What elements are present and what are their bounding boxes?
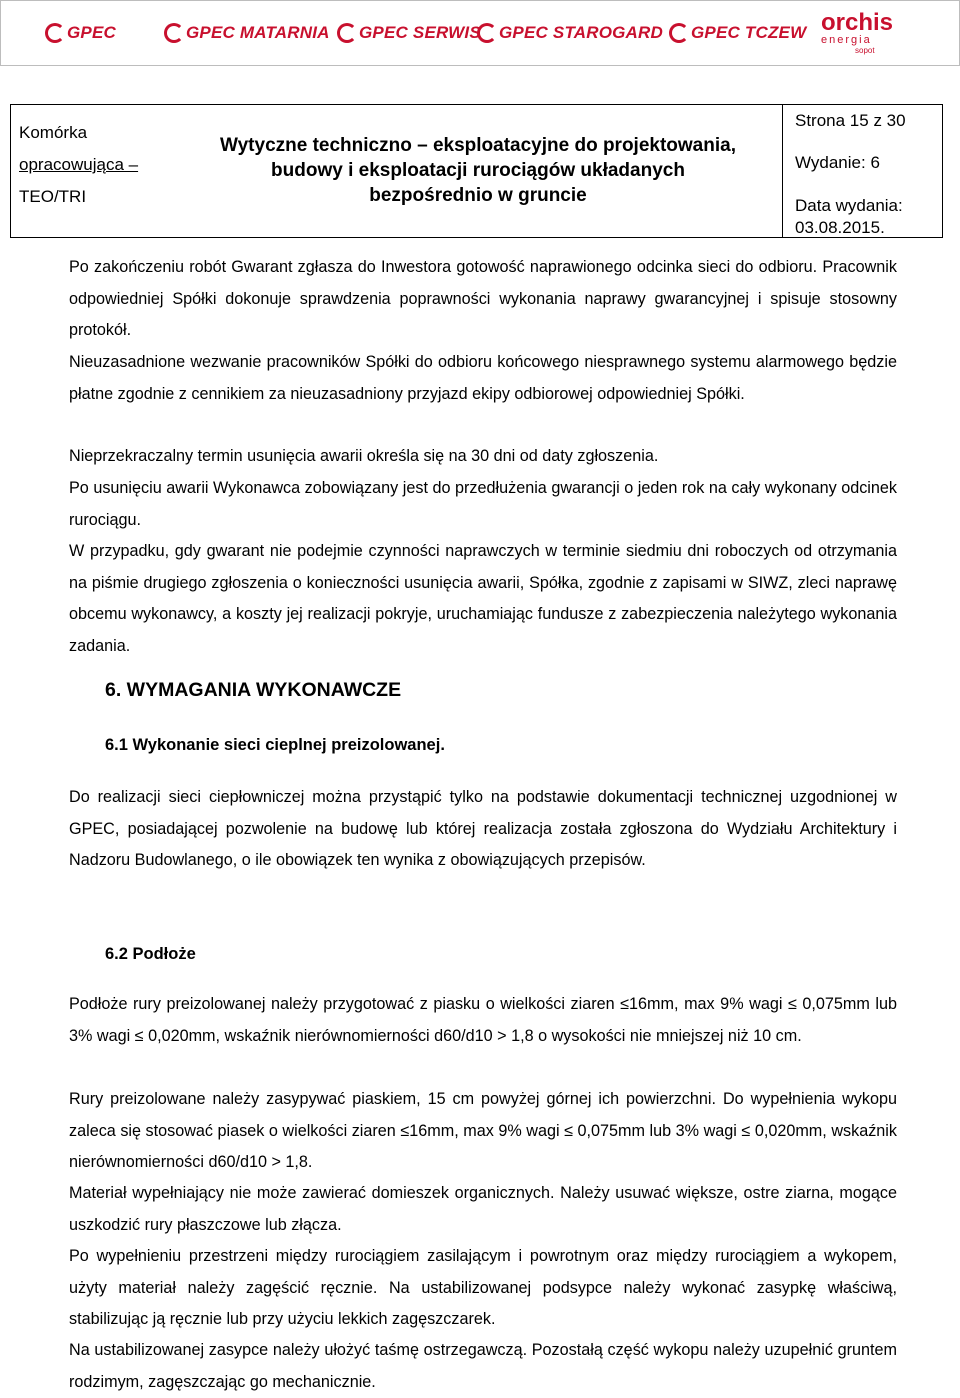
title-line-2: budowy i eksploatacji rurociągów układanych	[271, 160, 685, 181]
paragraph: Nieprzekraczalny termin usunięcia awarii określa się na 30 dni od daty zgłoszenia.	[69, 447, 659, 465]
orchis-name: orchis	[821, 8, 894, 36]
section-heading: 6. WYMAGANIA WYKONAWCZE	[105, 679, 402, 701]
gpec-swirl-icon	[477, 23, 497, 43]
title-line-3: bezpośrednio w gruncie	[369, 185, 587, 206]
subsection-heading: 6.1 Wykonanie sieci cieplnej preizolowanej.	[105, 736, 445, 754]
paragraph: Rury preizolowane należy zasypywać piaskiem, 15 cm powyżej górnej ich powierzchni. Do wypełnienia wykopu zaleca się stosować piasek o wielkości ziaren ≤16mm, max 9% wagi ≤ 0,075mm lub 3% wagi ≤ 0,020mm, wskaźnik nierównomierności d60/d10 > 1,8.	[69, 1090, 897, 1171]
gpec-swirl-icon	[669, 23, 689, 43]
gpec-swirl-icon	[337, 23, 357, 43]
page-number: Strona 15 z 30	[795, 111, 906, 130]
issue-date-label: Data wydania:	[795, 196, 903, 215]
document-header	[10, 104, 943, 238]
paragraph: W przypadku, gdy gwarant nie podejmie czynności naprawczych w terminie siedmiu dni roboczych od otrzymania na piśmie drugiego zgłoszenia o konieczności usunięcia awarii, Spółka, zgodnie z zapisami w SIWZ, zleci naprawę obcemu wykonawcy, a koszty jej realizacji pokryje, uruchamiając fundusze z zabezpieczenia należytego wykonania zadania.	[69, 542, 897, 655]
header-left-1: Komórka	[19, 123, 88, 142]
gpec-swirl-icon	[164, 23, 184, 43]
paragraph: Po usunięciu awarii Wykonawca zobowiązany jest do przedłużenia gwarancji o jeden rok na cały wykonany odcinek rurociągu.	[69, 479, 897, 529]
paragraph: Nieuzasadnione wezwanie pracowników Spółki do odbioru końcowego niesprawnego systemu alarmowego będzie płatne zgodnie z cennikiem za nieuzasadniony przyjazd ekipy odbiorowej odpowiedniej Spółki.	[69, 353, 897, 403]
paragraph: Do realizacji sieci ciepłowniczej można przystąpić tylko na podstawie dokumentacji technicznej uzgodnionej w GPEC, posiadającej pozwolenie na budowę lub której realizacja została zgłoszona do Wydziału Architektury i Nadzoru Budowlanego, o ile obowiązek ten wynika z obowiązujących przepisów.	[69, 788, 897, 869]
paragraph: Po zakończeniu robót Gwarant zgłasza do Inwestora gotowość naprawionego odcinka sieci do odbioru. Pracownik odpowiedniej Spółki dokonuje sprawdzenia poprawności wykonania naprawy gwarancyjnej i spisuje stosowny protokół.	[69, 258, 897, 339]
subsection-heading: 6.2 Podłoże	[105, 945, 196, 963]
gpec-tczew-logo: GPEC TCZEW	[669, 9, 806, 57]
paragraph: Materiał wypełniający nie może zawierać domieszek organicznych. Należy usuwać większe, ostre ziarna, mogące uszkodzić rury płaszczowe lub złącza.	[69, 1184, 897, 1234]
gpec-starogard-logo: GPEC STAROGARD	[477, 9, 663, 57]
document-title	[163, 133, 793, 208]
paragraph: Na ustabilizowanej zasypce należy ułożyć taśmę ostrzegawczą. Pozostałą część wykopu należy uzupełnić gruntem rodzimym, zagęszczając go mechanicznie.	[69, 1341, 897, 1391]
title-line-1: Wytyczne techniczno – eksploatacyjne do projektowania,	[220, 135, 736, 156]
paragraph: Po wypełnieniu przestrzeni między rurociągiem zasilającym i powrotnym oraz między rurociągiem a wykopem, użyty materiał należy zagęścić ręcznie. Na ustabilizowanej podsypce należy wykonać zasypkę właściwą, stabilizując ją ręcznie lub przy użyciu lekkich zagęszczarek.	[69, 1247, 897, 1328]
orchis-sub2: sopot	[855, 45, 875, 55]
gpec-swirl-icon	[45, 23, 65, 43]
edition: Wydanie: 6	[795, 153, 880, 172]
header-department	[19, 117, 169, 213]
gpec-serwis-logo: GPEC SERWIS	[337, 9, 481, 57]
issue-date-value: 03.08.2015.	[795, 218, 885, 237]
gpec-logo: GPEC	[45, 9, 116, 57]
orchis-logo	[821, 5, 893, 61]
issue-date	[795, 195, 903, 239]
gpec-matarnia-logo: GPEC MATARNIA	[164, 9, 330, 57]
header-meta	[782, 105, 945, 237]
paragraph: Podłoże rury preizolowanej należy przygotować z piasku o wielkości ziaren ≤16mm, max 9% wagi ≤ 0,075mm lub 3% wagi ≤ 0,020mm, wskaźnik nierównomierności d60/d10 > 1,8 o wysokości nie mniejszej niż 10 cm.	[69, 995, 897, 1045]
header-left-3: TEO/TRI	[19, 187, 87, 206]
logo-bar	[0, 0, 960, 66]
header-left-2: opracowująca –	[19, 155, 139, 174]
orchis-sub1: energia	[821, 33, 872, 46]
